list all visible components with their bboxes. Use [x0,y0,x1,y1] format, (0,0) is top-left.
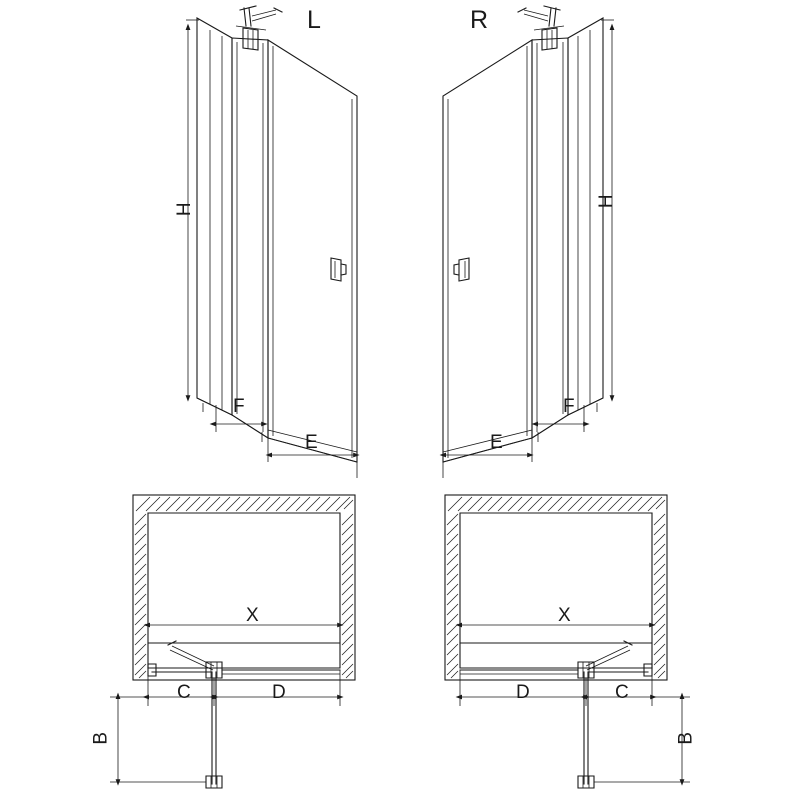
dimension-label-h-left: H [174,201,196,217]
dimension-label-d-right: D [516,682,531,703]
dimension-label-d-left: D [272,682,287,703]
elevation-right-group [443,6,614,478]
elevation-left-group [186,6,357,478]
plan-left-group [110,495,355,788]
view-title-left: L [307,6,322,34]
dimension-label-b-left: B [90,731,112,745]
dimension-label-e-right: E [490,432,504,453]
dimension-label-x-right: X [558,605,572,626]
dimension-label-c-right: C [615,682,630,703]
view-title-right: R [470,6,489,34]
dimension-label-f-left: F [233,396,246,417]
dimension-label-c-left: C [177,682,192,703]
dimension-label-e-left: E [305,432,319,453]
dimension-label-h-right: H [596,193,618,209]
dimension-label-b-right: B [675,731,697,745]
plan-right-group [445,495,690,788]
dimension-label-x-left: X [246,605,260,626]
dimension-label-f-right: F [563,396,576,417]
